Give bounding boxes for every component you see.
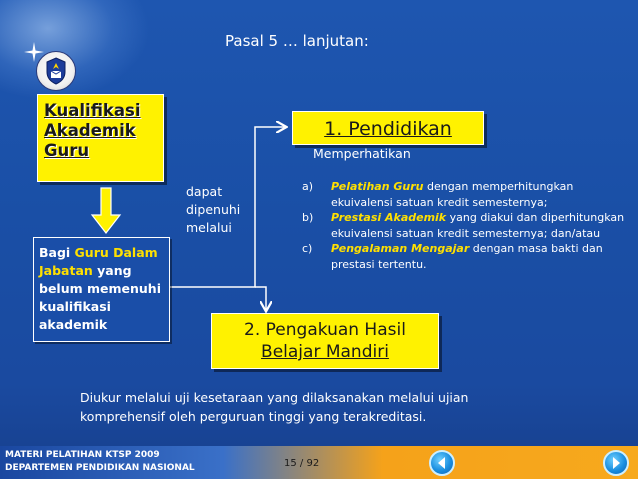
bagi-highlight-1: Guru Dalam bbox=[74, 245, 158, 260]
diukur-line2: komprehensif oleh perguruan tinggi yang terakreditasi. bbox=[80, 409, 427, 424]
footer-line1: MATERI PELATIHAN KTSP 2009 bbox=[5, 450, 160, 460]
memperhatikan-label: Memperhatikan bbox=[313, 146, 411, 161]
arrow-right-icon bbox=[605, 452, 627, 474]
footer-line2: DEPARTEMEN PENDIDIKAN NASIONAL bbox=[5, 463, 195, 473]
pengakuan-box bbox=[211, 313, 439, 369]
list-marker: a) bbox=[302, 180, 314, 193]
list-text: dengan memperhitungkan ekuivalensi satuan kredit semesternya; bbox=[331, 180, 574, 209]
dapat-dipenuhi-text bbox=[186, 183, 240, 237]
prev-slide-button[interactable] bbox=[429, 450, 455, 476]
list-text: yang diakui dan diperhitungkan ekuivalensi satuan kredit semesternya; dan/atau bbox=[331, 211, 625, 240]
bagi-text-2: yang bbox=[92, 263, 132, 278]
pendidikan-label: 1. Pendidikan bbox=[324, 118, 452, 140]
bagi-highlight-2: Jabatan bbox=[39, 263, 93, 278]
dapat-line2: dipenuhi bbox=[186, 202, 241, 217]
arrow-left-icon bbox=[431, 452, 453, 474]
pengakuan-line2: Belajar Mandiri bbox=[261, 342, 389, 362]
pendidikan-box bbox=[292, 111, 484, 145]
bagi-text-4: kualifikasi bbox=[39, 299, 111, 314]
footer-text bbox=[5, 449, 195, 475]
kualifikasi-line1: Kualifikasi bbox=[44, 101, 141, 120]
bagi-prefix: Bagi bbox=[39, 245, 75, 260]
list-highlight: Pelatihan Guru bbox=[331, 180, 424, 193]
kualifikasi-line2: Akademik bbox=[44, 121, 136, 140]
slide-title: Pasal 5 … lanjutan: bbox=[225, 32, 369, 50]
list-marker: c) bbox=[302, 242, 313, 255]
diukur-line1: Diukur melalui uji kesetaraan yang dilaksanakan melalui ujian bbox=[80, 390, 469, 405]
bagi-guru-box bbox=[33, 237, 170, 342]
pengakuan-line1: 2. Pengakuan Hasil bbox=[244, 320, 406, 340]
bagi-text-5: akademik bbox=[39, 317, 108, 332]
kualifikasi-line3: Guru bbox=[44, 141, 90, 160]
list-text: dengan masa bakti dan prestasi tertentu. bbox=[331, 242, 603, 271]
dapat-line1: dapat bbox=[186, 184, 223, 199]
list-item bbox=[302, 179, 632, 210]
pendidikan-list bbox=[302, 179, 632, 272]
bagi-text-3: belum memenuhi bbox=[39, 281, 161, 296]
list-item bbox=[302, 210, 632, 241]
next-slide-button[interactable] bbox=[603, 450, 629, 476]
list-highlight: Prestasi Akademik bbox=[331, 211, 447, 224]
list-item bbox=[302, 241, 632, 272]
page-number: 15 / 92 bbox=[284, 458, 320, 469]
down-arrow-icon bbox=[90, 187, 122, 235]
diukur-text bbox=[80, 388, 468, 426]
list-highlight: Pengalaman Mengajar bbox=[331, 242, 470, 255]
list-marker: b) bbox=[302, 211, 314, 224]
dapat-line3: melalui bbox=[186, 220, 232, 235]
